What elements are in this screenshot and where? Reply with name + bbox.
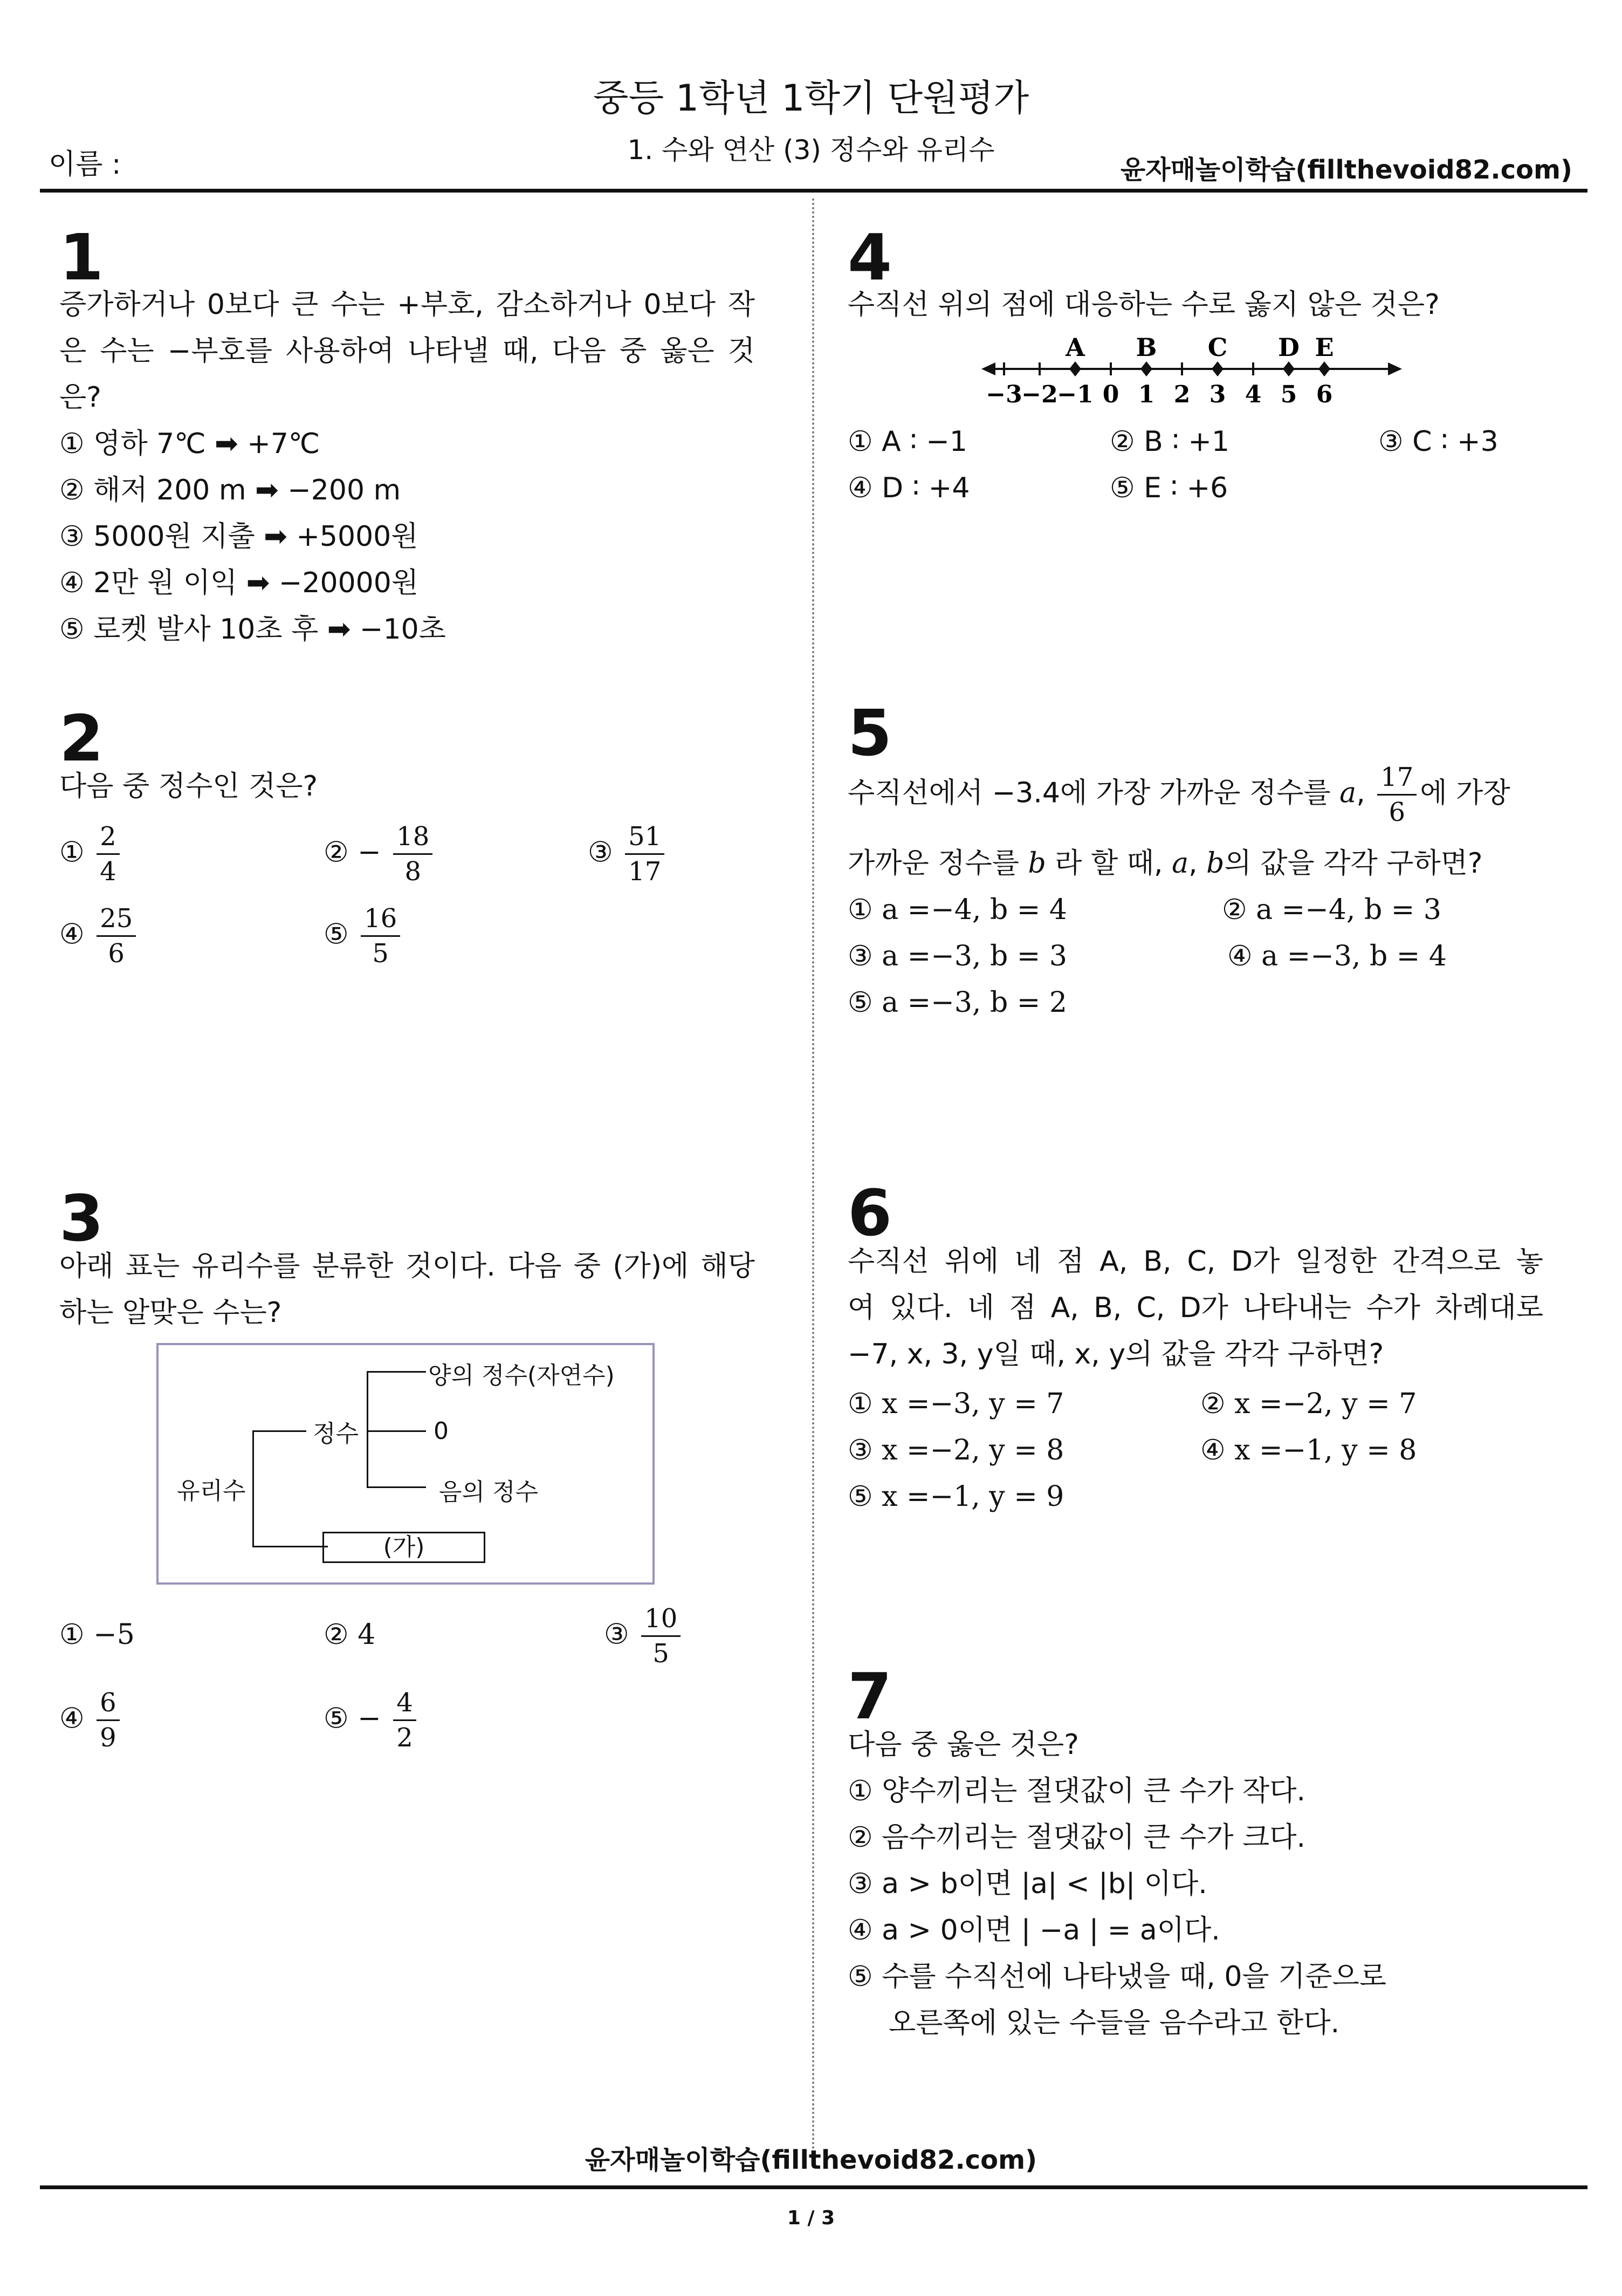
option-5[interactable]: ⑤ a =−3, b = 2 bbox=[848, 986, 1067, 1019]
number-line-point bbox=[1140, 361, 1152, 376]
question-1-line: 은 수는 −부호를 사용하여 나타낼 때, 다음 중 옳은 것 bbox=[59, 335, 755, 367]
option-4[interactable]: ④ D ∶ +4 bbox=[848, 472, 970, 504]
question-5-text: 에 가장 bbox=[1420, 777, 1510, 810]
denominator: 17 bbox=[628, 856, 662, 887]
option-5[interactable]: ⑤ 로켓 발사 10초 후 ➡ −10초 bbox=[59, 613, 446, 646]
branch-line bbox=[252, 1430, 306, 1432]
option-mark: ① bbox=[59, 836, 85, 869]
option-3[interactable] bbox=[604, 1602, 684, 1670]
classification-diagram bbox=[156, 1343, 655, 1585]
option-mark: ⑤ bbox=[324, 918, 349, 951]
question-6-line: −7, x, 3, y일 때, x, y의 값을 각각 구하면? bbox=[848, 1338, 1384, 1370]
fraction bbox=[1377, 760, 1417, 829]
number-line-point-label: A bbox=[1066, 333, 1085, 362]
denominator: 2 bbox=[396, 1723, 413, 1753]
option-1[interactable]: ① 양수끼리는 절댓값이 큰 수가 작다. bbox=[848, 1775, 1306, 1807]
zero-label: 0 bbox=[434, 1417, 449, 1445]
number-line-tick-label: 6 bbox=[1316, 381, 1333, 408]
denominator: 5 bbox=[372, 938, 389, 969]
option-5[interactable]: ⑤ E ∶ +6 bbox=[1110, 472, 1228, 504]
option-mark: ④ bbox=[59, 1702, 85, 1735]
numerator: 4 bbox=[393, 1686, 416, 1721]
option-4[interactable] bbox=[59, 902, 139, 970]
var-b: b bbox=[1206, 847, 1225, 880]
option-value: −5 bbox=[93, 1619, 135, 1651]
question-5-text: 수직선에서 −3.4에 가장 가까운 정수를 bbox=[848, 777, 1340, 810]
number-line-tick-label: −2 bbox=[1021, 381, 1058, 408]
option-2[interactable]: ② x =−2, y = 7 bbox=[1200, 1388, 1417, 1420]
var-a: a bbox=[1172, 847, 1189, 880]
option-4[interactable]: ④ x =−1, y = 8 bbox=[1200, 1434, 1417, 1466]
option-4[interactable]: ④ 2만 원 이익 ➡ −20000원 bbox=[59, 567, 419, 599]
denominator: 4 bbox=[100, 856, 116, 887]
branch-line bbox=[367, 1486, 426, 1488]
option-3[interactable]: ③ a =−3, b = 3 bbox=[848, 940, 1067, 972]
branch-line bbox=[367, 1371, 368, 1486]
fraction bbox=[361, 902, 400, 970]
option-2[interactable] bbox=[324, 1612, 375, 1658]
question-1-text bbox=[59, 282, 755, 421]
option-5-continued: 오른쪽에 있는 수들을 음수라고 한다. bbox=[889, 2007, 1340, 2039]
minus-sign: − bbox=[358, 836, 381, 869]
number-line-point bbox=[1318, 361, 1330, 376]
option-1[interactable]: ① A ∶ −1 bbox=[848, 426, 967, 458]
question-number-6: 6 bbox=[848, 1176, 892, 1250]
option-2[interactable] bbox=[324, 820, 436, 888]
question-5-text: 가까운 정수를 bbox=[848, 847, 1028, 880]
option-3[interactable]: ③ x =−2, y = 8 bbox=[848, 1434, 1064, 1466]
question-3-line: 아래 표는 유리수를 분류한 것이다. 다음 중 (가)에 해당 bbox=[59, 1250, 755, 1283]
question-number-3: 3 bbox=[59, 1181, 104, 1256]
question-3-text bbox=[59, 1243, 755, 1336]
brand-header: 윤자매놀이학습(fillthevoid82.com) bbox=[1120, 155, 1572, 185]
option-4[interactable]: ④ a =−3, b = 4 bbox=[1227, 940, 1447, 972]
numerator: 51 bbox=[625, 820, 664, 855]
option-mark: ⑤ bbox=[324, 1702, 349, 1735]
question-5-line-1: 수직선에서 −3.4에 가장 가까운 정수를 a, $\frac{17}{6}$ 에 가장 bbox=[848, 760, 1510, 829]
number-line-point-label: E bbox=[1315, 333, 1334, 362]
option-4[interactable] bbox=[59, 1686, 123, 1754]
option-mark: ② bbox=[324, 1619, 349, 1651]
number-line bbox=[981, 330, 1402, 411]
question-1-line: 은? bbox=[59, 381, 101, 414]
question-3-line: 하는 알맞은 수는? bbox=[59, 1297, 282, 1329]
number-line-point-label: B bbox=[1136, 333, 1157, 362]
question-number-7: 7 bbox=[848, 1659, 892, 1733]
number-line-tick-label: 0 bbox=[1102, 381, 1119, 408]
question-number-1: 1 bbox=[59, 220, 104, 294]
fraction bbox=[97, 1686, 120, 1754]
option-2[interactable]: ② 해저 200 m ➡ −200 m bbox=[59, 474, 401, 506]
question-5-text: 의 값을 각각 구하면? bbox=[1224, 847, 1483, 880]
question-1-line: 증가하거나 0보다 큰 수는 +부호, 감소하거나 0보다 작 bbox=[59, 289, 755, 321]
branch-line bbox=[367, 1430, 426, 1432]
option-5[interactable]: ⑤ x =−1, y = 9 bbox=[848, 1481, 1064, 1513]
option-3[interactable]: ③ C ∶ +3 bbox=[1378, 426, 1499, 458]
numerator: 16 bbox=[361, 902, 400, 937]
fraction bbox=[641, 1602, 681, 1670]
branch-line bbox=[252, 1546, 328, 1547]
header-rule bbox=[40, 189, 1587, 193]
integer-label: 정수 bbox=[313, 1420, 359, 1448]
footer-rule bbox=[40, 2185, 1587, 2189]
branch-line bbox=[252, 1430, 254, 1546]
number-line-point bbox=[1283, 361, 1295, 376]
option-mark: ② bbox=[324, 836, 349, 869]
number-line-tick-label: −1 bbox=[1057, 381, 1094, 408]
option-1[interactable]: ① x =−3, y = 7 bbox=[848, 1388, 1064, 1420]
option-1[interactable] bbox=[59, 820, 123, 888]
number-line-point bbox=[1069, 361, 1081, 376]
denominator: 9 bbox=[100, 1723, 116, 1753]
fraction bbox=[393, 820, 432, 888]
numerator: 6 bbox=[97, 1686, 120, 1721]
option-mark: ③ bbox=[604, 1618, 629, 1651]
question-number-5: 5 bbox=[848, 696, 892, 770]
number-line-tick-label: 5 bbox=[1280, 381, 1297, 408]
question-number-2: 2 bbox=[59, 701, 104, 776]
column-divider bbox=[812, 198, 814, 2151]
question-number-4: 4 bbox=[848, 220, 892, 294]
var-b: b bbox=[1028, 847, 1046, 880]
option-3[interactable] bbox=[588, 820, 668, 888]
option-4[interactable]: ④ a > 0이면 | −a | = a이다. bbox=[848, 1914, 1220, 1947]
numerator: 2 bbox=[97, 820, 120, 855]
question-6-line: 수직선 위에 네 점 A, B, C, D가 일정한 간격으로 놓 bbox=[848, 1245, 1543, 1278]
option-3[interactable]: ③ 5000원 지출 ➡ +5000원 bbox=[59, 520, 418, 553]
question-5-line-2: 가까운 정수를 b 라 할 때, a, b의 값을 각각 구하면? bbox=[848, 847, 1483, 880]
question-6-line: 여 있다. 네 점 A, B, C, D가 나타내는 수가 차례대로 bbox=[848, 1292, 1543, 1324]
question-4-text: 수직선 위의 점에 대응하는 수로 옳지 않은 것은? bbox=[848, 289, 1440, 321]
option-mark: ④ bbox=[59, 918, 85, 951]
brand-footer: 윤자매놀이학습(fillthevoid82.com) bbox=[585, 2145, 1037, 2175]
blank-gaga-box: (가) bbox=[322, 1532, 485, 1563]
branch-line bbox=[367, 1371, 426, 1373]
positive-integer-label: 양의 정수(자연수) bbox=[428, 1362, 615, 1389]
question-7-options bbox=[848, 1768, 1386, 2046]
page-title: 중등 1학년 1학기 단원평가 bbox=[593, 77, 1029, 120]
number-line-point bbox=[1212, 361, 1224, 376]
option-2[interactable]: ② 음수끼리는 절댓값이 큰 수가 크다. bbox=[848, 1821, 1306, 1854]
rational-label: 유리수 bbox=[177, 1477, 246, 1505]
denominator: 6 bbox=[1389, 797, 1406, 827]
page-subtitle: 1. 수와 연산 (3) 정수와 유리수 bbox=[627, 134, 995, 166]
number-line-tick-label: −3 bbox=[986, 381, 1022, 408]
option-mark: ① bbox=[59, 1619, 85, 1651]
question-6-text bbox=[848, 1238, 1543, 1377]
fraction bbox=[97, 902, 136, 970]
option-2[interactable]: ② a =−4, b = 3 bbox=[1222, 894, 1441, 926]
denominator: 8 bbox=[404, 856, 422, 887]
numerator: 18 bbox=[393, 820, 432, 855]
negative-integer-label: 음의 정수 bbox=[439, 1478, 539, 1506]
number-line-tick-label: 4 bbox=[1245, 381, 1262, 408]
fraction bbox=[625, 820, 664, 888]
option-2[interactable]: ② B ∶ +1 bbox=[1110, 426, 1230, 458]
fraction bbox=[393, 1686, 416, 1754]
option-value: 4 bbox=[358, 1619, 376, 1651]
option-1[interactable] bbox=[59, 1612, 135, 1658]
question-1-options bbox=[59, 421, 446, 653]
denominator: 6 bbox=[108, 938, 125, 969]
question-2-text: 다음 중 정수인 것은? bbox=[59, 770, 318, 803]
question-7-text: 다음 중 옳은 것은? bbox=[848, 1729, 1079, 1761]
number-line-point-label: D bbox=[1278, 333, 1300, 362]
denominator: 5 bbox=[652, 1639, 669, 1669]
minus-sign: − bbox=[358, 1702, 381, 1735]
option-3[interactable]: ③ a > b이면 |a| < |b| 이다. bbox=[848, 1868, 1207, 1900]
name-label: 이름 : bbox=[49, 148, 121, 181]
option-5[interactable] bbox=[324, 1686, 420, 1754]
number-line-point-label: C bbox=[1207, 333, 1228, 362]
var-a: a bbox=[1339, 777, 1357, 810]
page-number: 1 / 3 bbox=[787, 2207, 835, 2229]
option-5[interactable] bbox=[324, 902, 403, 970]
number-line-tick-label: 2 bbox=[1173, 381, 1191, 408]
option-5[interactable]: ⑤ 수를 수직선에 나타냈을 때, 0을 기준으로 bbox=[848, 1961, 1387, 1993]
question-5-text: 라 할 때, bbox=[1046, 847, 1172, 880]
number-line-tick-label: 3 bbox=[1209, 381, 1226, 408]
left-arrow-icon bbox=[981, 362, 995, 375]
option-1[interactable]: ① 영하 7℃ ➡ +7℃ bbox=[59, 428, 320, 460]
numerator: 25 bbox=[97, 902, 136, 937]
fraction bbox=[97, 820, 120, 888]
option-1[interactable]: ① a =−4, b = 4 bbox=[848, 894, 1067, 926]
option-mark: ③ bbox=[588, 836, 613, 869]
numerator: 17 bbox=[1377, 760, 1417, 796]
numerator: 10 bbox=[641, 1602, 681, 1637]
right-arrow-icon bbox=[1388, 362, 1402, 375]
number-line-tick-label: 1 bbox=[1138, 381, 1155, 408]
